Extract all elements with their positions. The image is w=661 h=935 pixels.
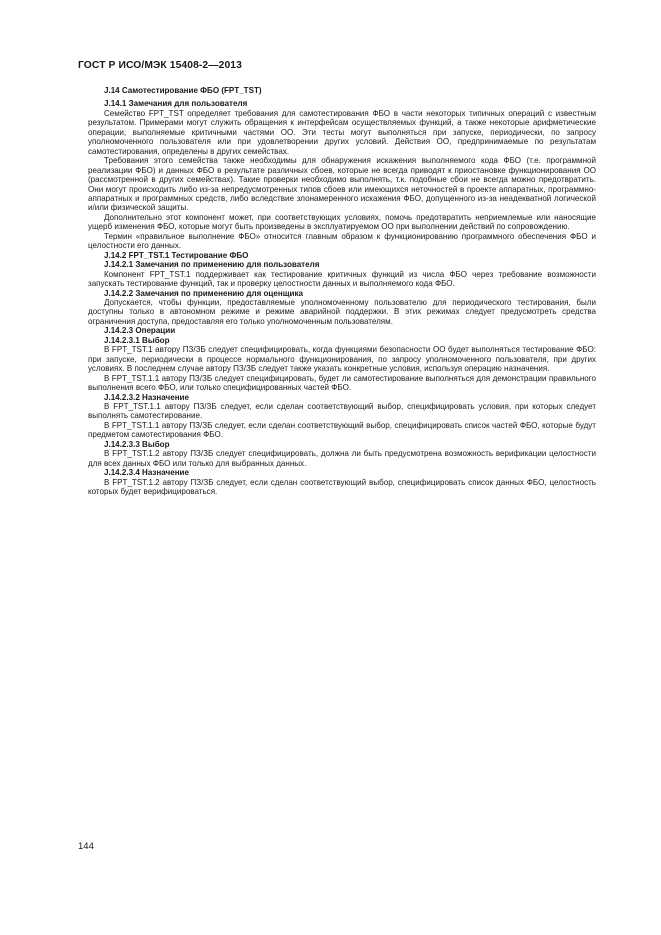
document-body xyxy=(88,86,596,496)
subsection-heading: J.14.2.2 Замечания по применению для оценщика xyxy=(104,288,303,298)
paragraph: Требования этого семейства также необходимы для обнаружения искажения выполняемого кода ФБО (т.е. программной реализации ФБО) и данных ФБО в результате различных сбоев, которые не всегда приводят к приостановке функционирования ОО (рассмотренной в других семействах). Такие проверки необходимо выполнять, т.к. подобные сбои не всегда можно предотвратить. Они могут происходить либо из-за непредусмотренных типов сбоев или имеющихся неточностей в проекте аппаратных, программно-аппаратных и программных средств, либо вследствие злонамеренного искажения ФБО, допущенного из-за неадекватной логической и/или физической защиты. xyxy=(88,156,596,213)
subsection-heading: J.14.2.3.3 Выбор xyxy=(104,439,170,449)
paragraph: В FPT_TST.1.2 автору ПЗ/ЗБ следует, если сделан соответствующий выбор, специфицировать список данных ФБО, целостность которых будет верифицироваться. xyxy=(88,477,596,497)
paragraph: Семейство FPT_TST определяет требования для самотестирования ФБО в части некоторых типичных операций с известным результатом. Примерами могут служить обращения к интерфейсам осуществляемых функций, а также некоторые арифметические операции, выполняемые критичными частями ОО. Эти тесты могут выполняться при запуске, периодически, по запросу уполномоченного пользователя или при удовлетворении других условий. Действия ОО, предпринимаемые по результатам самотестирования, определены в других семействах. xyxy=(88,108,596,156)
subsection-heading: J.14.2.3.2 Назначение xyxy=(104,392,189,402)
page-number: 144 xyxy=(78,841,94,852)
subsection-heading: J.14.2 FPT_TST.1 Тестирование ФБО xyxy=(104,250,249,260)
subsection-heading: J.14.1 Замечания для пользователя xyxy=(104,99,248,109)
paragraph: В FPT_TST.1.2 автору ПЗ/ЗБ следует специфицировать, должна ли быть предусмотрена возможность верификации целостности для всех данных ФБО или только для выбранных данных. xyxy=(88,449,596,468)
paragraph: Компонент FPT_TST.1 поддерживает как тестирование критичных функций из числа ФБО через требование возможности запускать тестирование функций, так и проверку целостности данных и выполняемого кода ФБО. xyxy=(88,269,596,289)
subsection-heading: J.14.2.3.1 Выбор xyxy=(104,335,170,345)
paragraph: Допускается, чтобы функции, предоставляемые уполномоченному пользователю для периодического тестирования, были доступны только в автономном режиме и режиме аварийной поддержки. В этих режимах следует предусмотреть средства ограничения доступа, предоставляя его только уполномоченным пользователям. xyxy=(88,297,596,326)
subsection-heading: J.14.2.1 Замечания по применению для пользователя xyxy=(104,260,320,270)
page-header: ГОСТ Р ИСО/МЭК 15408-2—2013 xyxy=(78,60,242,71)
subsection-heading: J.14.2.3 Операции xyxy=(104,326,176,336)
paragraph: Термин «правильное выполнение ФБО» относится главным образом к функционированию программного обеспечения ФБО и целостности его данных. xyxy=(88,231,596,251)
paragraph: В FPT_TST.1.1 автору ПЗ/ЗБ следует, если сделан соответствующий выбор, специфицировать список частей ФБО, которые будут предметом самотестирования ФБО. xyxy=(88,420,596,440)
paragraph: В FPT_TST.1.1 автору ПЗ/ЗБ следует специфицировать, будет ли самотестирование выполняться для демонстрации правильного выполнения всего ФБО, или только специфицированных частей ФБО. xyxy=(88,373,596,393)
subsection-heading: J.14.2.3.4 Назначение xyxy=(104,468,189,478)
paragraph: Дополнительно этот компонент может, при соответствующих условиях, помочь предотвратить неприемлемые или наносящие ущерб изменения ФБО, которые могут быть произведены в эксплуатируемом ОО при выполнении действий по сопровождению. xyxy=(88,212,596,232)
paragraph: В FPT_TST.1 автору ПЗ/ЗБ следует специфицировать, когда функциями безопасности ОО будет выполняться тестирование ФБО: при запуске, периодически в процессе нормального функционирования, по запросу уполномоченного пользователя, при других условиях. В последнем случае автору ПЗ/ЗБ следует также указать конкретные условия, используя операцию назначения. xyxy=(88,345,596,374)
paragraph: В FPT_TST.1.1 автору ПЗ/ЗБ следует, если сделан соответствующий выбор, специфицировать условия, при которых следует выполнять самотестирование. xyxy=(88,401,596,421)
section-title: J.14 Самотестирование ФБО (FPT_TST) xyxy=(104,86,262,95)
